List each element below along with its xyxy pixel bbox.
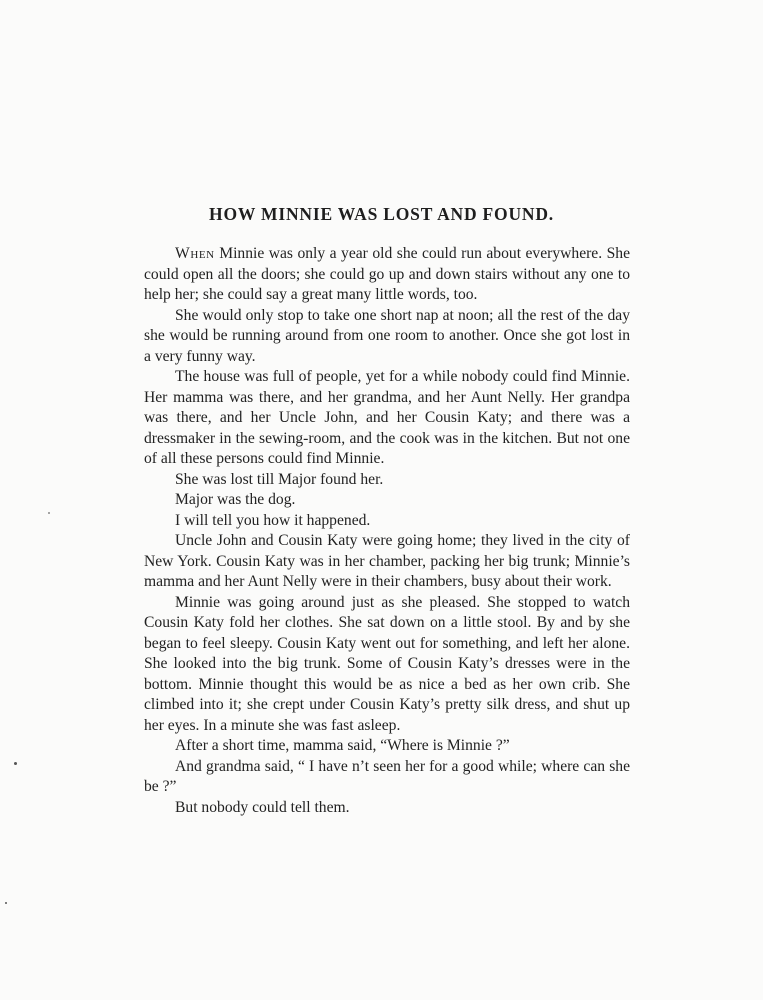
paragraph-5: Major was the dog. (175, 491, 296, 508)
scan-speck (48, 512, 50, 514)
paragraph-4: She was lost till Major found her. (175, 470, 384, 488)
paragraph-3: The house was full of people, yet for a while nobody could find Minnie. Her mamma was there, and her grandma, and her Aunt Nelly. Her grandpa was there, and her Uncle John, and her Cousin Katy; and there was a dressmaker in the sewing-room, and the cook was in the kitchen. But not one of all these persons could find Minnie. (144, 368, 630, 467)
scan-speck (5, 902, 7, 904)
paragraph-11: But nobody could tell them. (175, 798, 350, 816)
paragraph-1-text: Minnie was only a year old she could run about everywhere. She could open all the doors; she could go up and down stairs without any one to help her; she could say a great many little words, too. (144, 245, 630, 303)
paragraph-6: I will tell you how it happened. (175, 511, 371, 529)
paragraph-1 (144, 244, 630, 306)
paragraph-8: Minnie was going around just as she pleased. She stopped to watch Cousin Katy fold her clothes. She sat down on a little stool. By and by she began to feel sleepy. Cousin Katy went out for something, and left her alone. She looked into the big trunk. Some of Cousin Katy’s dresses were in the bottom. Minnie thought this would be as nice a bed as her own crib. She climbed into it; she crept under Cousin Katy’s pretty silk dress, and shut up her eyes. In a minute she was fast asleep. (144, 593, 630, 734)
paragraph-9: After a short time, mamma said, “Where is Minnie ?” (175, 737, 510, 754)
paragraph-2: She would only stop to take one short nap at noon; all the rest of the day she would be running around from one room to another. Once she got lost in a very funny way. (144, 306, 630, 365)
paragraph-10: And grandma said, “ I have n’t seen her for a good while; where can she be ?” (144, 757, 630, 795)
chapter-title: HOW MINNIE WAS LOST AND FOUND. (209, 204, 554, 224)
scan-speck (14, 762, 17, 765)
drop-word: When (175, 245, 215, 262)
story-text (144, 244, 630, 818)
paragraph-7: Uncle John and Cousin Katy were going home; they lived in the city of New York. Cousin Katy was in her chamber, packing her big trunk; Minnie’s mamma and her Aunt Nelly were in their chambers, busy about their work. (144, 532, 630, 590)
